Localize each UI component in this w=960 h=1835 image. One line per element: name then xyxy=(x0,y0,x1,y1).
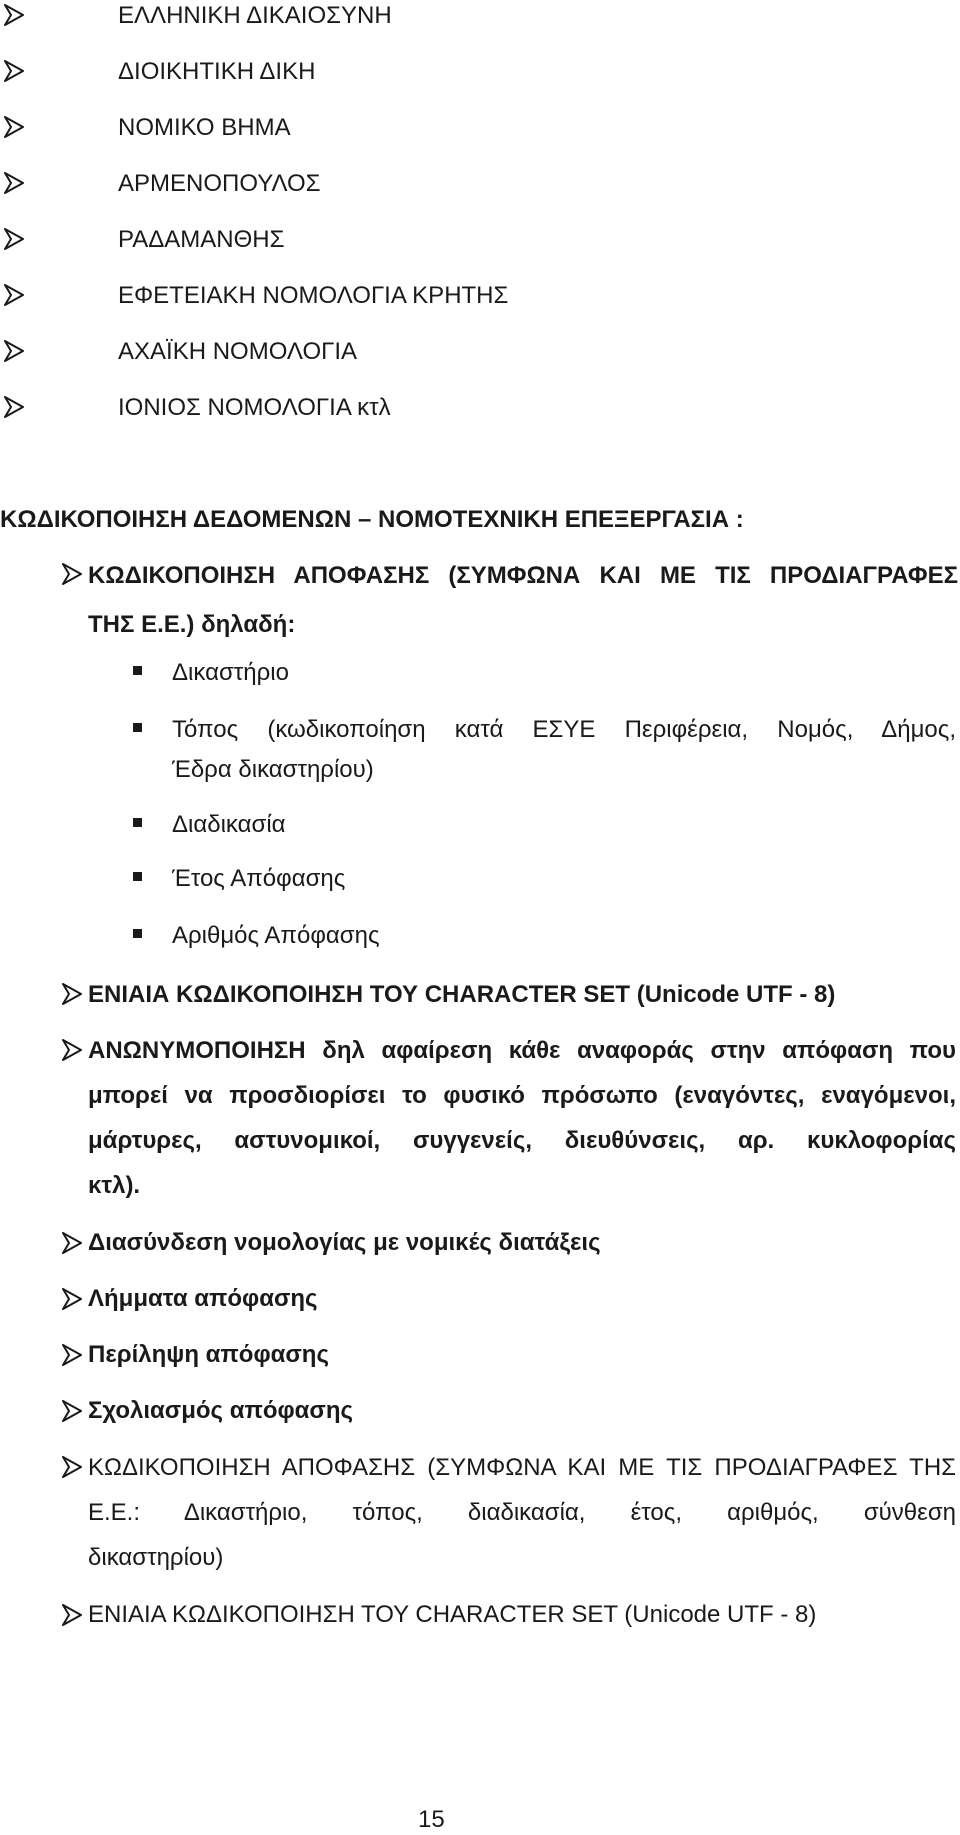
arrowhead-bullet-icon xyxy=(62,1039,82,1061)
sub-item-year: Έτος Απόφασης xyxy=(172,865,346,892)
square-bullet-icon xyxy=(133,666,142,675)
anon-item-line1: ΑΝΩΝΥΜΟΠΟΙΗΣΗ δηλ αφαίρεση κάθε αναφοράς στην απόφαση που xyxy=(88,1037,956,1064)
list-item: ΕΦΕΤΕΙΑΚΗ ΝΟΜΟΛΟΓΙΑ ΚΡΗΤΗΣ xyxy=(118,282,509,309)
coding2-item-line2: Ε.Ε.: Δικαστήριο, τόπος, διαδικασία, έτος, αριθμός, σύνθεση xyxy=(88,1499,956,1526)
arrowhead-bullet-icon xyxy=(62,1604,82,1626)
arrowhead-bullet-icon xyxy=(62,983,82,1005)
square-bullet-icon xyxy=(133,818,142,827)
anon-item-line2: μπορεί να προσδιορίσει το φυσικό πρόσωπο (εναγόντες, εναγόμενοι, xyxy=(88,1082,956,1109)
links-item: Διασύνδεση νομολογίας με νομικές διατάξεις xyxy=(88,1229,601,1256)
arrowhead-bullet-icon xyxy=(4,340,24,362)
arrowhead-bullet-icon xyxy=(4,228,24,250)
anon-item-line3: μάρτυρες, αστυνομικοί, συγγενείς, διευθύνσεις, αρ. κυκλοφορίας xyxy=(88,1127,956,1154)
coding-item-line2: ΤΗΣ Ε.Ε.) δηλαδή: xyxy=(88,611,296,638)
sub-item-procedure: Διαδικασία xyxy=(172,811,286,838)
arrowhead-bullet-icon xyxy=(62,1400,82,1422)
arrowhead-bullet-icon xyxy=(4,116,24,138)
charset-item-bold: ΕΝΙΑΙΑ ΚΩΔΙΚΟΠΟΙΗΣΗ ΤΟΥ CHARACTER SET (Unicode UTF - 8) xyxy=(88,981,836,1008)
list-item: ΝΟΜΙΚΟ ΒΗΜΑ xyxy=(118,114,291,141)
arrowhead-bullet-icon xyxy=(62,1456,82,1478)
arrowhead-bullet-icon xyxy=(4,172,24,194)
coding-item-line1: ΚΩΔΙΚΟΠΟΙΗΣΗ ΑΠΟΦΑΣΗΣ (ΣΥΜΦΩΝΑ ΚΑΙ ΜΕ ΤΙΣ ΠΡΟΔΙΑΓΡΑΦΕΣ xyxy=(88,562,958,589)
list-item: ΡΑΔΑΜΑΝΘΗΣ xyxy=(118,226,285,253)
comment-item: Σχολιασμός απόφασης xyxy=(88,1397,353,1424)
page-number: 15 xyxy=(418,1806,445,1833)
arrowhead-bullet-icon xyxy=(62,563,82,585)
list-item: ΑΡΜΕΝΟΠΟΥΛΟΣ xyxy=(118,170,321,197)
charset-item-regular: ΕΝΙΑΙΑ ΚΩΔΙΚΟΠΟΙΗΣΗ ΤΟΥ CHARACTER SET (Unicode UTF - 8) xyxy=(88,1601,817,1628)
arrowhead-bullet-icon xyxy=(62,1288,82,1310)
square-bullet-icon xyxy=(133,723,142,732)
arrowhead-bullet-icon xyxy=(62,1232,82,1254)
anon-item-line4: κτλ). xyxy=(88,1172,141,1199)
sub-item-court: Δικαστήριο xyxy=(172,659,289,686)
list-item: ΙΟΝΙΟΣ ΝΟΜΟΛΟΓΙΑ κτλ xyxy=(118,394,391,421)
coding2-item-line3: δικαστηρίου) xyxy=(88,1544,224,1571)
summary-item: Περίληψη απόφασης xyxy=(88,1341,329,1368)
list-item: ΕΛΛΗΝΙΚΗ ΔΙΚΑΙΟΣΥΝΗ xyxy=(118,2,392,29)
sub-item-number: Αριθμός Απόφασης xyxy=(172,922,380,949)
arrowhead-bullet-icon xyxy=(4,284,24,306)
coding2-item-line1: ΚΩΔΙΚΟΠΟΙΗΣΗ ΑΠΟΦΑΣΗΣ (ΣΥΜΦΩΝΑ ΚΑΙ ΜΕ ΤΙΣ ΠΡΟΔΙΑΓΡΑΦΕΣ ΤΗΣ xyxy=(88,1454,956,1481)
arrowhead-bullet-icon xyxy=(4,60,24,82)
sub-item-place-line2: Έδρα δικαστηρίου) xyxy=(172,756,374,783)
list-item: ΑΧΑΪΚΗ ΝΟΜΟΛΟΓΙΑ xyxy=(118,338,358,365)
section-heading: ΚΩΔΙΚΟΠΟΙΗΣΗ ΔΕΔΟΜΕΝΩΝ – ΝΟΜΟΤΕΧΝΙΚΗ ΕΠΕΞΕΡΓΑΣΙΑ : xyxy=(0,506,744,533)
arrowhead-bullet-icon xyxy=(62,1344,82,1366)
arrowhead-bullet-icon xyxy=(4,396,24,418)
list-item: ΔΙΟΙΚΗΤΙΚΗ ΔΙΚΗ xyxy=(118,58,316,85)
sub-item-place-line1: Τόπος (κωδικοποίηση κατά ΕΣΥΕ Περιφέρεια, Νομός, Δήμος, xyxy=(172,716,956,743)
square-bullet-icon xyxy=(133,929,142,938)
lemmata-item: Λήμματα απόφασης xyxy=(88,1285,318,1312)
square-bullet-icon xyxy=(133,872,142,881)
arrowhead-bullet-icon xyxy=(4,4,24,26)
